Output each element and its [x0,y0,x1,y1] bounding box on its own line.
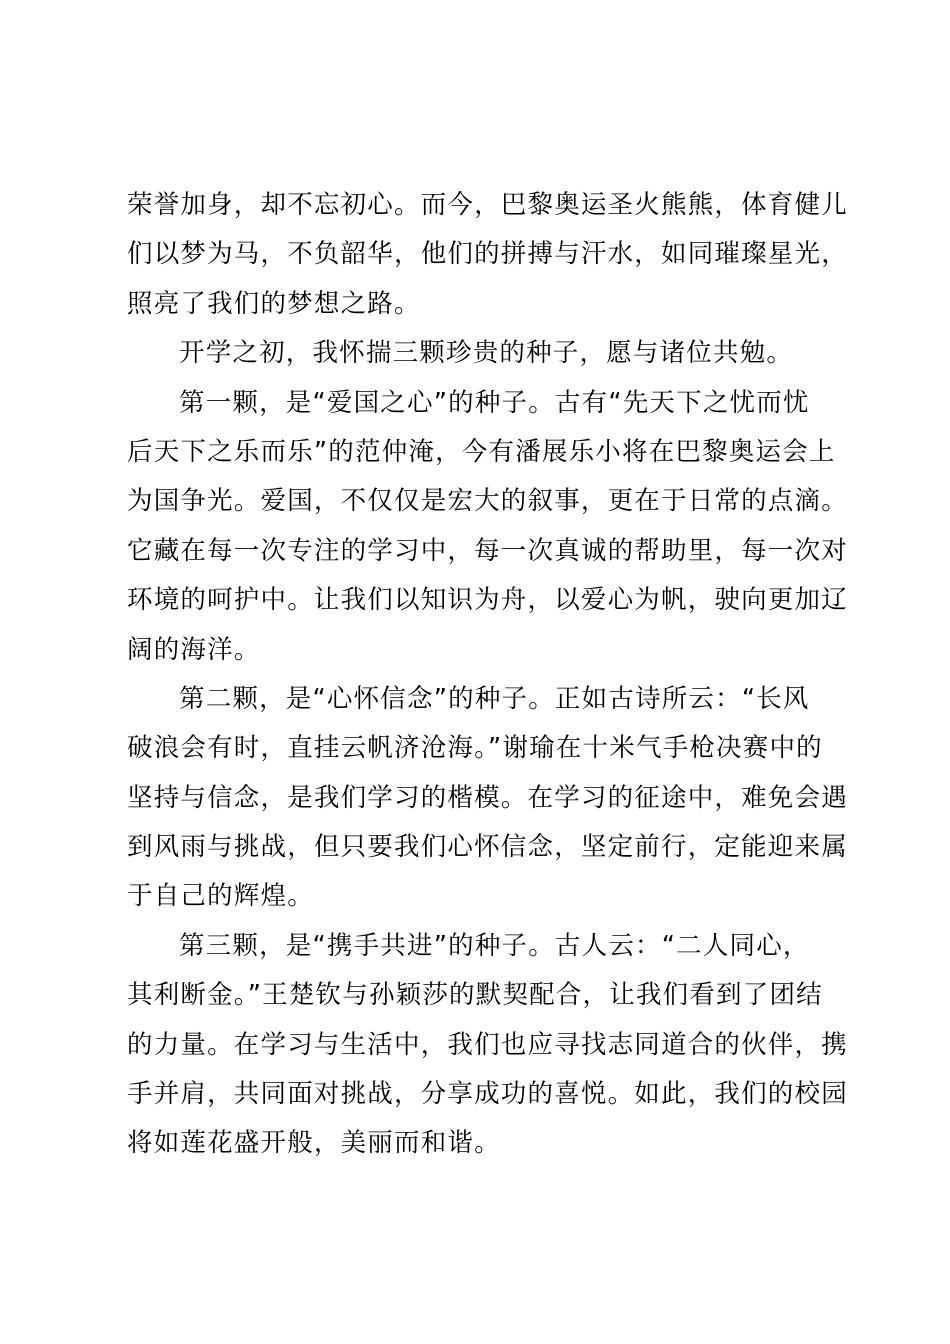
text-line: 坚持与信念，是我们学习的楷模。在学习的征途中，难免会遇 [127,782,848,813]
text-line: 于自己的辉煌。 [127,881,314,912]
text-line: 第三颗，是“携手共进”的种子。古人云：“二人同心， [179,930,810,961]
text-line: 破浪会有时，直挂云帆济沧海。”谢瑜在十米气手枪决赛中的 [127,733,823,764]
text-line: 手并肩，共同面对挑战，分享成功的喜悦。如此，我们的校园 [127,1079,848,1110]
body-text [127,181,848,1169]
text-line: 后天下之乐而乐”的范仲淹，今有潘展乐小将在巴黎奥运会上 [127,436,836,467]
text-line: 它藏在每一次专注的学习中，每一次真诚的帮助里，每一次对 [127,535,848,566]
text-line: 环境的呵护中。让我们以知识为舟，以爱心为帆，驶向更加辽 [127,585,848,616]
text-line: 第一颗，是“爱国之心”的种子。古有“先天下之忧而忧 [179,387,810,418]
text-line: 们以梦为马，不负韶华，他们的拼搏与汗水，如同璀璨星光， [127,239,848,270]
text-line: 照亮了我们的梦想之路。 [127,288,421,319]
text-line: 到风雨与挑战，但只要我们心怀信念，坚定前行，定能迎来属 [127,832,848,863]
text-line: 的力量。在学习与生活中，我们也应寻找志同道合的伙伴，携 [127,1029,848,1060]
text-line: 为国争光。爱国，不仅仅是宏大的叙事，更在于日常的点滴。 [127,486,848,517]
text-line: 开学之初，我怀揣三颗珍贵的种子，愿与诸位共勉。 [179,338,794,369]
text-line: 将如莲花盛开般，美丽而和谐。 [127,1128,501,1159]
text-line: 荣誉加身，却不忘初心。而今，巴黎奥运圣火熊熊，体育健儿 [127,190,848,220]
text-line: 阔的海洋。 [127,634,261,665]
text-line: 第二颗，是“心怀信念”的种子。正如古诗所云：“长风 [179,683,810,714]
text-line: 其利断金。”王楚钦与孙颖莎的默契配合，让我们看到了团结 [127,980,823,1011]
